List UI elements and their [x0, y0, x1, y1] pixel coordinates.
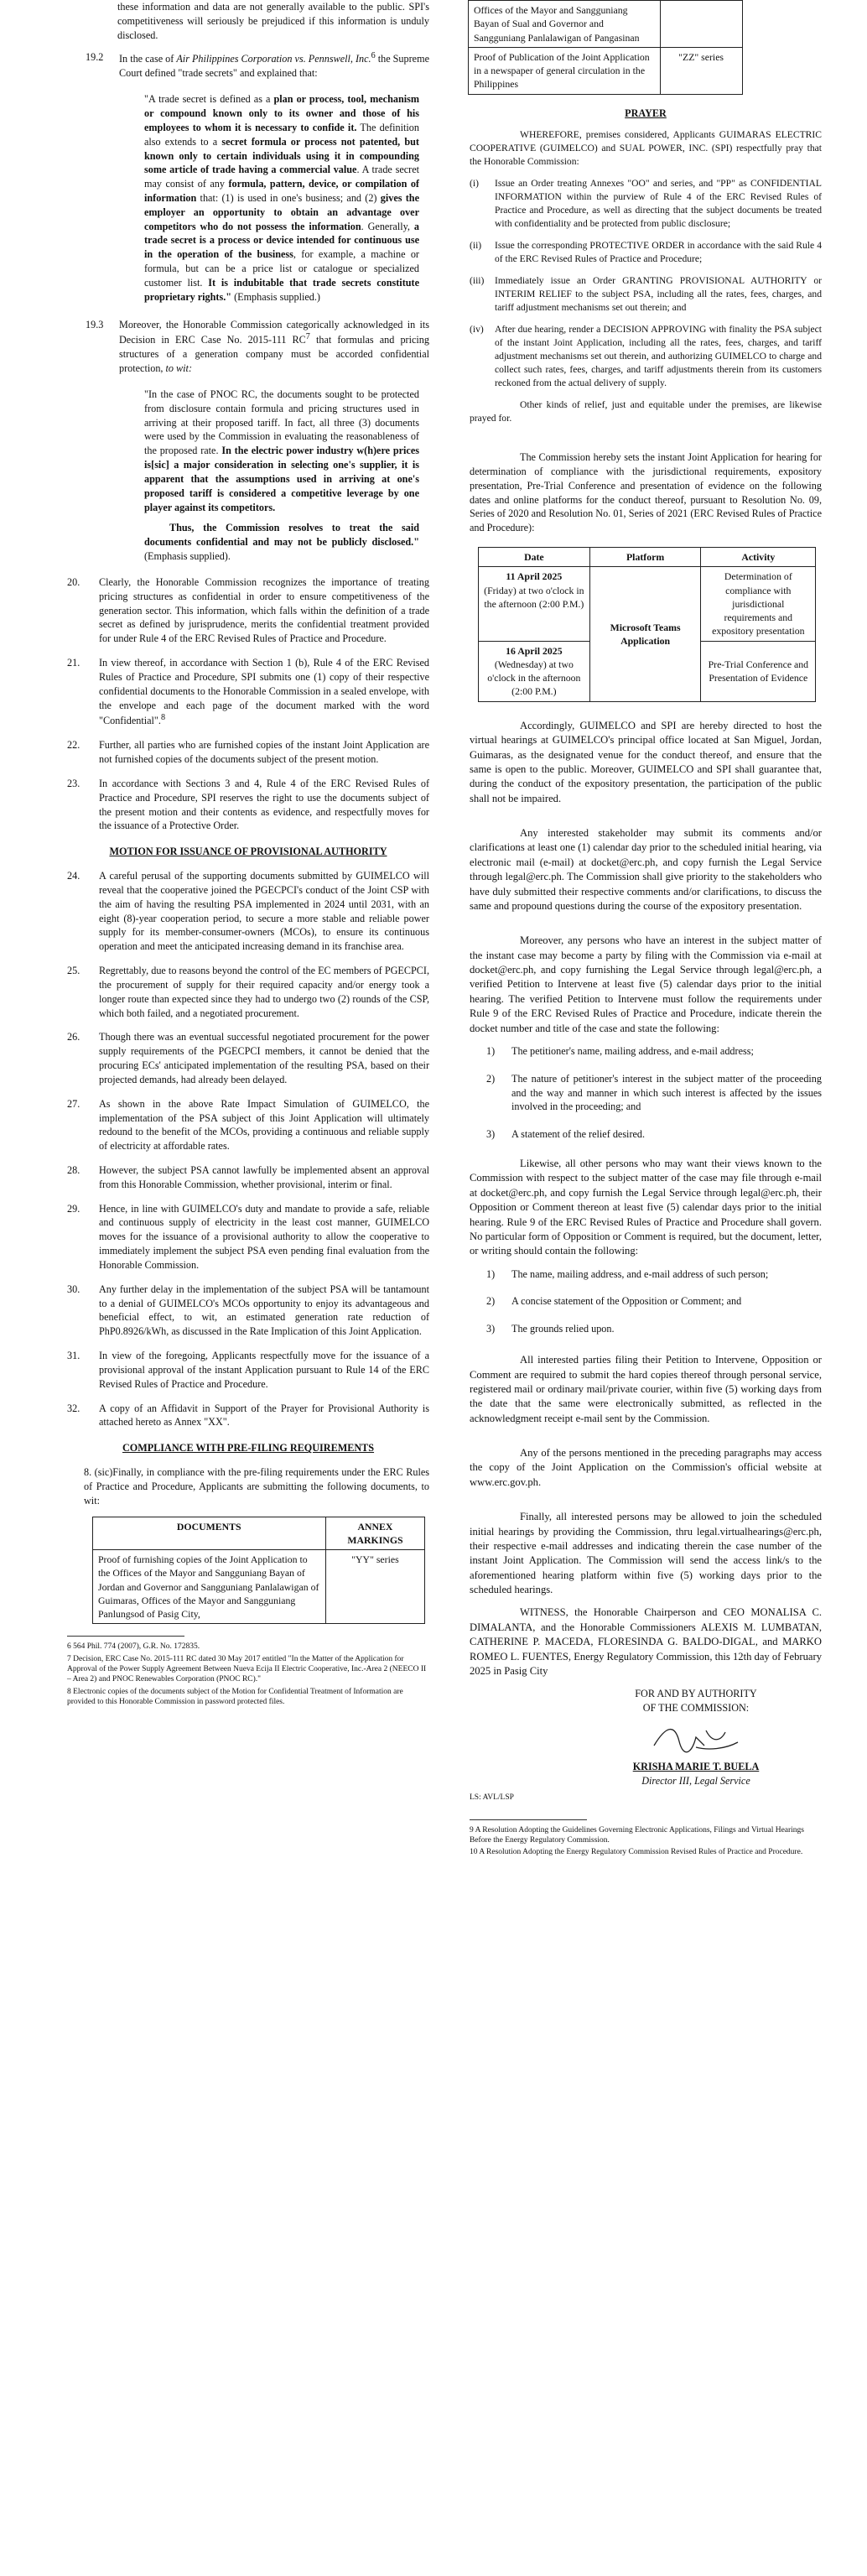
table-row	[469, 1, 743, 48]
heading-pre-filing: COMPLIANCE WITH PRE-FILING REQUIREMENTS	[122, 1442, 375, 1455]
list-item	[486, 1127, 822, 1142]
para-text: In the case of	[119, 53, 177, 65]
item-number: (i)	[470, 178, 479, 190]
footnote-ref: 7	[305, 332, 310, 342]
quote-segment: . A trade secret may consist of any	[144, 164, 419, 190]
para-number: 27.	[67, 1097, 80, 1110]
numbered-paragraph	[67, 1283, 429, 1339]
of-the-commission: OF THE COMMISSION:	[642, 1702, 750, 1715]
signature-image	[646, 1720, 746, 1756]
annex-cell: "YY" series	[325, 1550, 425, 1624]
para-text	[99, 964, 429, 1020]
annex-cell: "ZZ" series	[660, 47, 742, 94]
quote-segment: "A trade secret is defined as a	[144, 93, 274, 106]
para-text	[99, 1349, 429, 1391]
access-paragraph: Any of the persons mentioned in the preceding paragraphs may access the copy of the Joint Application on the Commission's official website at www.erc.gov.ph.	[470, 1447, 822, 1488]
para-text: Moreover, the Honorable Commission categorically acknowledged in its Decision in ERC Case No. 2015-111 RC	[119, 318, 429, 346]
documents-table	[92, 1517, 425, 1625]
para-body: Regrettably, due to reasons beyond the control of the EC members of PGECPCI, the procurement of supply for their required capacity and/or energy took a longer route than expected since they had to undergo two (2) rounds of the CSP, which both failed, and a negotiated procurement.	[99, 965, 429, 1019]
list-item	[486, 1322, 822, 1336]
item-number: 3)	[486, 1128, 496, 1141]
item-text: The nature of petitioner's interest in the subject matter of the proceeding and the way and manner in which such interest is affected by the issues involved in the proceeding; and	[511, 1072, 822, 1113]
list-item	[486, 1294, 822, 1309]
numbered-paragraph	[67, 656, 429, 728]
footnote: 10 A Resolution Adopting the Energy Regulatory Commission Revised Rules of Practice and Procedure.	[470, 1848, 803, 1857]
document-cell: Proof of Publication of the Joint Application in a newspaper of general circulation in the Philippines	[469, 47, 661, 94]
prayer-intro: WHEREFORE, premises considered, Applicants GUIMARAS ELECTRIC COOPERATIVE (GUIMELCO) and SUAL POWER, INC. (SPI) respectfully pray that the Honorable Commission:	[470, 129, 822, 168]
item-text: A concise statement of the Opposition or Comment; and	[511, 1295, 742, 1308]
numbered-paragraph	[67, 1202, 429, 1272]
para-body: However, the subject PSA cannot lawfully be implemented absent an approval from this Honorable Commission, whether provisional, interim or final.	[99, 1163, 429, 1190]
item-number: (ii)	[470, 240, 482, 252]
hearing-schedule-table	[478, 547, 816, 702]
item-number: (iii)	[470, 275, 485, 287]
numbered-paragraph	[67, 1402, 429, 1430]
para-body: In view thereof, in accordance with Section 1 (b), Rule 4 of the ERC Revised Rules of Practice and Procedure, SPI submits one (1) copy of their respective confidential documents to the Honorable Commission in a sealed envelope, with the envelope and each page of the document marked with the word "Confidential".	[99, 657, 429, 727]
paragraphs-24-32	[67, 869, 429, 1429]
item-text: Issue an Order treating Annexes "OO" and series, and "PP" as CONFIDENTIAL INFORMATION within the purview of Rule 4 of the ERC Revised Rules of Practice and Procedure, as well as directing that the subject documents be treated with confidentiality and be protected from public disclosure;	[495, 178, 822, 230]
para-text	[99, 656, 429, 728]
item-text: The grounds relied upon.	[511, 1323, 615, 1335]
quote-segment: , for example, a machine or formula, but can be a price list or catalogue or specialized customer list.	[144, 248, 419, 289]
para-body: Any further delay in the implementation of the subject PSA will be tantamount to a denial of GUIMELCO's MCOs opportunity to enjoy its advantageous and beneficial effect, to wit, an estimated generation rate reduction of PhP0.8926/kWh, as discussed in the Rate Implication of this Joint Application.	[99, 1283, 429, 1338]
list-item	[470, 274, 822, 315]
numbered-paragraph	[67, 964, 429, 1020]
footnotes-left	[67, 1642, 429, 1707]
para-text	[99, 1283, 429, 1339]
intro-paragraph: these information and data are not generally available to the public. SPI's competitiveness will seriously be prejudiced if this information is unduly disclosed.	[117, 1, 429, 41]
left-column	[67, 0, 429, 1709]
item-number: 3)	[486, 1323, 496, 1335]
table-row	[469, 47, 743, 94]
item-text: The name, mailing address, and e-mail address of such person;	[511, 1267, 769, 1280]
footnote: 7 Decision, ERC Case No. 2015-111 RC dated 30 May 2017 entitled "In the Matter of the Application for Approval of the Power Supply Agreement Between Nueva Ecija II Electric Cooperative, Inc.-Area 2 (NEECO II – Area 2) and PNOC Renewables Corporation (PNOC RC)."	[67, 1654, 427, 1684]
quote-segment: The definition also extends to a	[144, 121, 419, 148]
footnote: 9 A Resolution Adopting the Guidelines Governing Electronic Applications, Filings and Virtual Hearings Before the Energy Regulatory Commission.	[470, 1825, 804, 1845]
quote-segment: (Emphasis supplied.)	[231, 290, 320, 303]
para-number: 32.	[67, 1402, 80, 1414]
stakeholder-paragraph: Any interested stakeholder may submit its comments and/or clarifications at least one (1) calendar day prior to the scheduled initial hearing, via electronic mail (e-mail) at docket@erc.ph, and copy furnish the Legal Service through legal@erc.ph. The Commission shall give priority to the stakeholders who have duly submitted their respective comments and/or clarifications, to discuss the same and propound questions during the course of the expository presentation.	[470, 827, 822, 912]
numbered-paragraph	[67, 777, 429, 833]
accordingly-paragraph: Accordingly, GUIMELCO and SPI are hereby directed to host the virtual hearings at GUIMELCO's principal office located at San Miguel, Jordan, Guimaras, as the designated venue for the conduct thereof, and ensure that the same is open to the public. Moreover, GUIMELCO and SPI shall guarantee that, during the conduct of the expository presentation, the participation of the public shall not be impaired.	[470, 719, 822, 804]
item-number: (iv)	[470, 324, 484, 336]
item-number: 1)	[486, 1267, 496, 1280]
activity-cell: Determination of compliance with jurisdictional requirements and expository presentation	[701, 567, 816, 641]
numbered-paragraph	[67, 575, 429, 646]
moreover-paragraph: Moreover, any persons who have an interest in the subject matter of the instant case may become a party by filing with the Commission via e-mail at docket@erc.ph, and copy furnishing the Legal Service through legal@erc.ph, a verified Petition to Intervene at least five (5) calendar days prior to the initial hearing. The verified Petition to Intervene must follow the requirements under Rule 9 of the ERC Revised Rules of Practice and Procedure, indicate therein the docket number and title of the case and state the following:	[470, 934, 822, 1034]
quote-resolves	[144, 521, 419, 563]
para-19-2	[86, 50, 429, 81]
item-text: A statement of the relief desired.	[511, 1128, 646, 1141]
list-item	[470, 177, 822, 231]
quote-segment: . Generally,	[361, 220, 414, 232]
to-wit: to wit:	[165, 362, 193, 375]
col-activity: Activity	[701, 548, 816, 567]
footnote-ref: 6	[371, 51, 376, 61]
footnotes-right	[470, 1825, 822, 1858]
paragraphs-20-23	[67, 575, 429, 833]
signatory-title: Director III, Legal Service	[641, 1774, 750, 1787]
para-body: A copy of an Affidavit in Support of the Prayer for Provisional Authority is attached hereto as Annex "XX".	[99, 1402, 429, 1429]
list-item	[486, 1044, 822, 1059]
col-platform: Platform	[589, 548, 701, 567]
para-number: 23.	[67, 777, 80, 789]
date-detail: (Friday) at two o'clock in the afternoon (2:00 P.M.)	[484, 584, 584, 610]
para-text	[99, 1030, 429, 1086]
list-item	[486, 1267, 822, 1282]
para-19-3	[86, 318, 429, 376]
quote-segment: that: (1) is used in one's business; and (2)	[196, 192, 381, 204]
prayer-title: PRAYER	[625, 107, 667, 119]
list-item	[470, 323, 822, 390]
witness-paragraph: WITNESS, the Honorable Chairperson and CEO MONALISA C. DIMALANTA, and the Honorable Commissioners ALEXIS M. LUMBATAN, CATHERINE P. MACEDA, FLORESINDA G. BALDO-DIGAL, and MARKO ROMEO L. FUENTES, Energy Regulatory Commission, this 12th day of February 2025 in Pasig City	[470, 1606, 822, 1677]
activity-cell: Pre-Trial Conference and Presentation of Evidence	[701, 641, 816, 701]
all-interested-paragraph: All interested parties filing their Petition to Intervene, Opposition or Comment are required to submit the hard copies thereof through personal service, registered mail or ordinary mail/private courier, within five (5) working days from the date that the same were electronically submitted, as reflected in the acknowledgment receipt e-mail sent by the Commission.	[470, 1354, 822, 1424]
para-text	[99, 777, 429, 833]
document-cell: Proof of furnishing copies of the Joint Application to the Offices of the Mayor and Sangguniang Bayan of Jordan and Governor and Sangguniang Panlalawigan of Guimaras, Offices of the Mayor and Sangguniang Panlungsod of Pasig City,	[93, 1550, 326, 1624]
para-number: 19.3	[86, 318, 104, 330]
para-body: Hence, in line with GUIMELCO's duty and mandate to provide a safe, reliable and continuous supply of electricity in the least cost manner, GUIMELCO moves for the issuance of a provisional authority to allow the cooperative to immediately implement the subject PSA even pending final evaluation from the Honorable Commission.	[99, 1202, 429, 1271]
para-number: 25.	[67, 965, 80, 977]
numbered-paragraph	[67, 1349, 429, 1391]
authority-block	[570, 1687, 822, 1788]
item-text: Immediately issue an Order GRANTING PROVISIONAL AUTHORITY or INTERIM RELIEF to the subject PSA, including all the rates, fees, charges, and tariff adjustment mechanisms set out therein; and	[495, 275, 822, 314]
numbered-paragraph	[67, 1030, 429, 1086]
para-text	[99, 1097, 429, 1153]
para-text: the Supreme Court defined "trade secrets" and explained that:	[119, 53, 429, 80]
para-body: Further, all parties who are furnished copies of the instant Joint Application are not furnished copies of the documents subject of the present motion.	[99, 739, 429, 766]
prayer-items	[470, 177, 822, 390]
quote-trade-secret	[144, 92, 419, 304]
item-number: 1)	[486, 1044, 496, 1057]
prayer-other: Other kinds of relief, just and equitable under the premises, are likewise prayed for.	[470, 399, 822, 424]
date-detail: (Wednesday) at two o'clock in the afternoon (2:00 P.M.)	[487, 658, 581, 698]
para-number: 28.	[67, 1163, 80, 1176]
item-text: The petitioner's name, mailing address, and e-mail address;	[511, 1044, 754, 1057]
table-row	[479, 567, 816, 641]
date-bold: 16 April 2025	[506, 644, 563, 657]
quote-segment: (Emphasis supplied).	[144, 550, 231, 563]
list-item	[486, 1072, 822, 1114]
footnote: 8 Electronic copies of the documents subject of the Motion for Confidential Treatment of Information are provided to this Honorable Commission in password protected files.	[67, 1687, 403, 1707]
para-text	[99, 869, 429, 954]
table-row	[93, 1550, 425, 1624]
opposition-requirements	[470, 1267, 822, 1336]
quote-segment: "In the case of PNOC RC, the documents sought to be protected from disclosure contain formula and pricing structures used in arriving at their proposed tariff. In fact, all three (3) documents were used by the Commission in evaluating the reasonableness of the proposed rate.	[144, 388, 419, 457]
quote-segment: Thus, the Commission resolves to treat the said documents confidential and may not be publicly disclosed."	[144, 522, 419, 549]
quote-segment: a trade secret is a process or device intended for continuous use in the operation of the business	[144, 220, 419, 261]
para-text: that formulas and pricing structures of a generation company must be accorded confidential protection,	[119, 334, 429, 375]
para-body: A careful perusal of the supporting documents submitted by GUIMELCO will reveal that the cooperative joined the PGECPCI's conduct of the Joint CSP with the aim of having the resulting PSA implemented in 2024 until 2031, with an eight (8)-year cooperation period, to secure a more stable and reliable power supply for its member-consumer-owners (MCOs), to ensure its continuous operation and meet the anticipated increasing demand in its franchise area.	[99, 870, 429, 953]
for-and-by: FOR AND BY AUTHORITY	[635, 1688, 757, 1700]
numbered-paragraph	[67, 1163, 429, 1192]
item-number: 2)	[486, 1072, 496, 1085]
para-body: In accordance with Sections 3 and 4, Rule 4 of the ERC Revised Rules of Practice and Procedure, SPI reserves the right to use the documents subject of the present motion and their contents as evidence, and respectfully moves for the issuance of a Protective Order.	[99, 777, 429, 832]
col-documents: DOCUMENTS	[93, 1517, 326, 1550]
documents-table-cont	[468, 0, 743, 95]
para-number: 22.	[67, 739, 80, 752]
quote-pnoc	[144, 388, 419, 514]
quote-segment: formula, pattern, device, or compilation of information	[144, 178, 419, 204]
petition-requirements	[470, 1044, 822, 1142]
para-body: As shown in the above Rate Impact Simulation of GUIMELCO, the implementation of the PSA subject of this Joint Application will ultimately redound to the benefit of the MCOs, providing a continuous and reliable supply of electricity at affordable rates.	[99, 1097, 429, 1153]
footnote: 6 564 Phil. 774 (2007), G.R. No. 172835.	[67, 1642, 200, 1652]
quote-segment: In the electric power industry w(h)ere prices is[sic] a major consideration in selecting one's supplier, it is apparent that the assumptions used in arriving at one's proposed tariff is considered a competitive leverage by one player against its competitors.	[144, 445, 419, 513]
quote-segment: plan or process, tool, mechanism or compound known only to its owner and those of his employees to whom it is necessary to confide it.	[144, 93, 420, 133]
initials: LS: AVL/LSP	[470, 1793, 514, 1803]
col-annex: ANNEX MARKINGS	[325, 1517, 425, 1550]
quote-segment: gives the employer an opportunity to obtain an advantage over competitors who do not possess the information	[144, 192, 419, 232]
footnote-divider	[67, 1636, 184, 1637]
col-date: Date	[479, 548, 590, 567]
para-number: 31.	[67, 1350, 80, 1362]
para-text	[99, 575, 429, 646]
numbered-paragraph	[67, 1097, 429, 1153]
para-text	[99, 1402, 429, 1430]
footnote-divider	[470, 1819, 587, 1820]
para-body: Though there was an eventual successful negotiated procurement for the power supply requirements of the PGECPCI members, it cannot be denied that the procuring ECs' anticipated implementation of the resulting PSA, based on their projected demands, had already been delayed.	[99, 1031, 429, 1085]
heading-provisional-authority: MOTION FOR ISSUANCE OF PROVISIONAL AUTHORITY	[109, 846, 387, 858]
para-number: 30.	[67, 1283, 80, 1295]
case-title: Air Philippines Corporation vs. Pennswell, Inc.	[176, 53, 371, 65]
numbered-paragraph	[67, 869, 429, 954]
para-body: In view of the foregoing, Applicants respectfully move for the issuance of a provisional approval of the instant Application pursuant to Rule 14 of the ERC Revised Rules of Practice and Procedure.	[99, 1350, 429, 1390]
para-number: 20.	[67, 575, 80, 588]
likewise-paragraph: Likewise, all other persons who may want their views known to the Commission with respect to the subject matter of the case may file through e-mail at docket@erc.ph, and copy furnish the Legal Service through legal@erc.ph, their Opposition or Comment thereon at least five (5) calendar days prior to the initial hearing. Rule 9 of the ERC Revised Rules of Practice and Procedure shall govern. No particular form of Opposition or Comment is required, but the document, letter, or writing should contain the following:	[470, 1158, 822, 1257]
platform-cell: Microsoft Teams Application	[589, 567, 701, 701]
annex-cell	[660, 1, 742, 48]
quote-segment: It is indubitable that trade secrets constitute proprietary rights."	[144, 276, 420, 303]
quote-segment: secret formula or process not patented, but known only to certain individuals using it in compounding some article of trade having a commercial value	[144, 135, 419, 176]
list-item	[470, 239, 822, 266]
para-number: 29.	[67, 1202, 80, 1215]
para-number: 24.	[67, 870, 80, 882]
numbered-paragraph	[67, 738, 429, 767]
para-text	[99, 738, 429, 767]
item-text: After due hearing, render a DECISION APPROVING with finality the PSA subject of the instant Joint Application, including all the rates, fees, charges, and tariff adjustment mechanisms set out therein, and authorizing GUIMELCO to charge and collect such rates, fees, charges, and tariff adjustments therein from its customers reckoned from the actual delivery of supply.	[495, 324, 822, 389]
item-number: 2)	[486, 1295, 496, 1308]
item-text: Issue the corresponding PROTECTIVE ORDER in accordance with the said Rule 4 of the ERC Revised Rules of Practice and Procedure;	[495, 240, 822, 265]
footnote-ref: 8	[160, 713, 166, 723]
para-number: 19.2	[86, 51, 104, 64]
para-body: Clearly, the Honorable Commission recognizes the importance of treating pricing structures as confidential in order to ensure competitiveness of the generation sector. This information, which falls within the definition of a trade secret as defined by jurisprudence, merits the confidential treatment provided for under Rule 4 of the ERC Revised Rules of Practice and Procedure.	[99, 575, 429, 645]
set-hearing-paragraph: The Commission hereby sets the instant Joint Application for hearing for determination of compliance with the jurisdictional requirements, expository presentation, Pre-Trial Conference and presentation of evidence on the following dates and online platforms for the conduct thereof, pursuant to Resolution No. 09, Series of 2020 and Resolution No. 01, Series of 2021 (ERC Revised Rules of Practice and Procedure):	[470, 451, 822, 534]
document-cell: Offices of the Mayor and Sangguniang Bayan of Sual and Governor and Sangguniang Panlalawigan of Pangasinan	[469, 1, 661, 48]
para-number: 21.	[67, 657, 80, 669]
para-text	[99, 1202, 429, 1272]
para-8-sic: 8. (sic)Finally, in compliance with the pre-filing requirements under the ERC Rules of Practice and Procedure, Applicants are submitting the following documents, to wit:	[84, 1466, 429, 1507]
right-column	[470, 0, 822, 1860]
para-text	[99, 1163, 429, 1192]
para-number: 26.	[67, 1031, 80, 1043]
date-bold: 11 April 2025	[506, 570, 563, 583]
finally-paragraph: Finally, all interested persons may be allowed to join the scheduled initial hearings by providing the Commission, thru legal.virtualhearings@erc.ph, their respective e-mail addresses and indicating therein the case number of the instant Joint Application. The Commission will send the access link/s to the aforementioned hearing platform within five (5) working days prior to the scheduled hearings.	[470, 1511, 822, 1595]
signatory-name: KRISHA MARIE T. BUELA	[632, 1760, 760, 1772]
